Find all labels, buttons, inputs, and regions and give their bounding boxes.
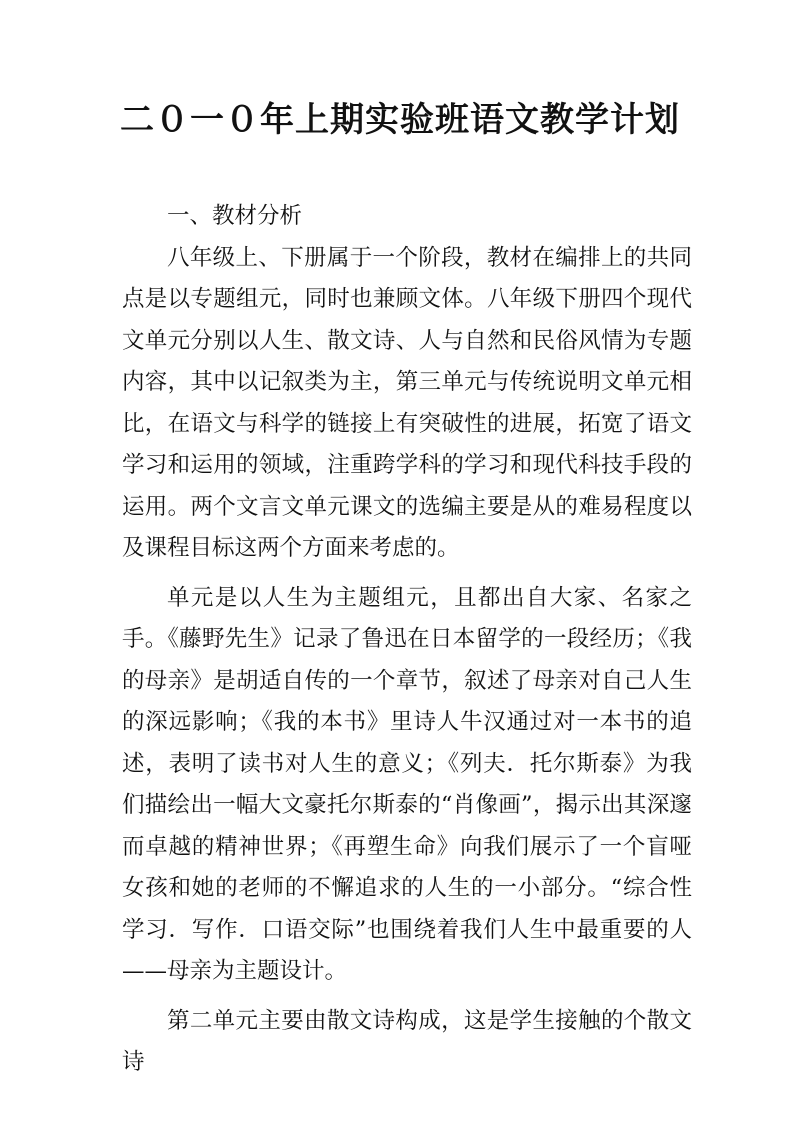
document-title: 二０一０年上期实验班语文教学计划 — [120, 100, 680, 140]
document-body — [122, 196, 692, 1084]
paragraph-unit-two: 第二单元主要由散文诗构成，这是学生接触的个散文诗 — [122, 1007, 692, 1075]
section-heading: 一、教材分析 — [167, 203, 303, 229]
paragraph-textbook-overview: 八年级上、下册属于一个阶段，教材在编排上的共同点是以专题组元，同时也兼顾文体。八年级下册四个现代文单元分别以人生、散文诗、人与自然和民俗风情为专题内容，其中以记叙类为主，第三单元与传统说明文单元相比，在语文与科学的链接上有突破性的进展，拓宽了语文学习和运用的领域，注重跨学科的学习和现代科技手段的运用。两个文言文单元课文的选编主要是从的难易程度以及课程目标这两个方面来考虑的。 — [122, 244, 692, 561]
paragraph-unit-one: 单元是以人生为主题组元，且都出自大家、名家之手。《藤野先生》记录了鲁迅在日本留学的一段经历；《我的母亲》是胡适自传的一个章节，叙述了母亲对自己人生的深远影响；《我的本书》里诗人牛汉通过对一本书的追述，表明了读书对人生的意义；《列夫．托尔斯泰》为我们描绘出一幅大文豪托尔斯泰的“肖像画”，揭示出其深邃而卓越的精神世界；《再塑生命》向我们展示了一个盲哑女孩和她的老师的不懈追求的人生的一小部分。“综合性学习．写作．口语交际”也围绕着我们人生中最重要的人——母亲为主题设计。 — [122, 584, 692, 984]
